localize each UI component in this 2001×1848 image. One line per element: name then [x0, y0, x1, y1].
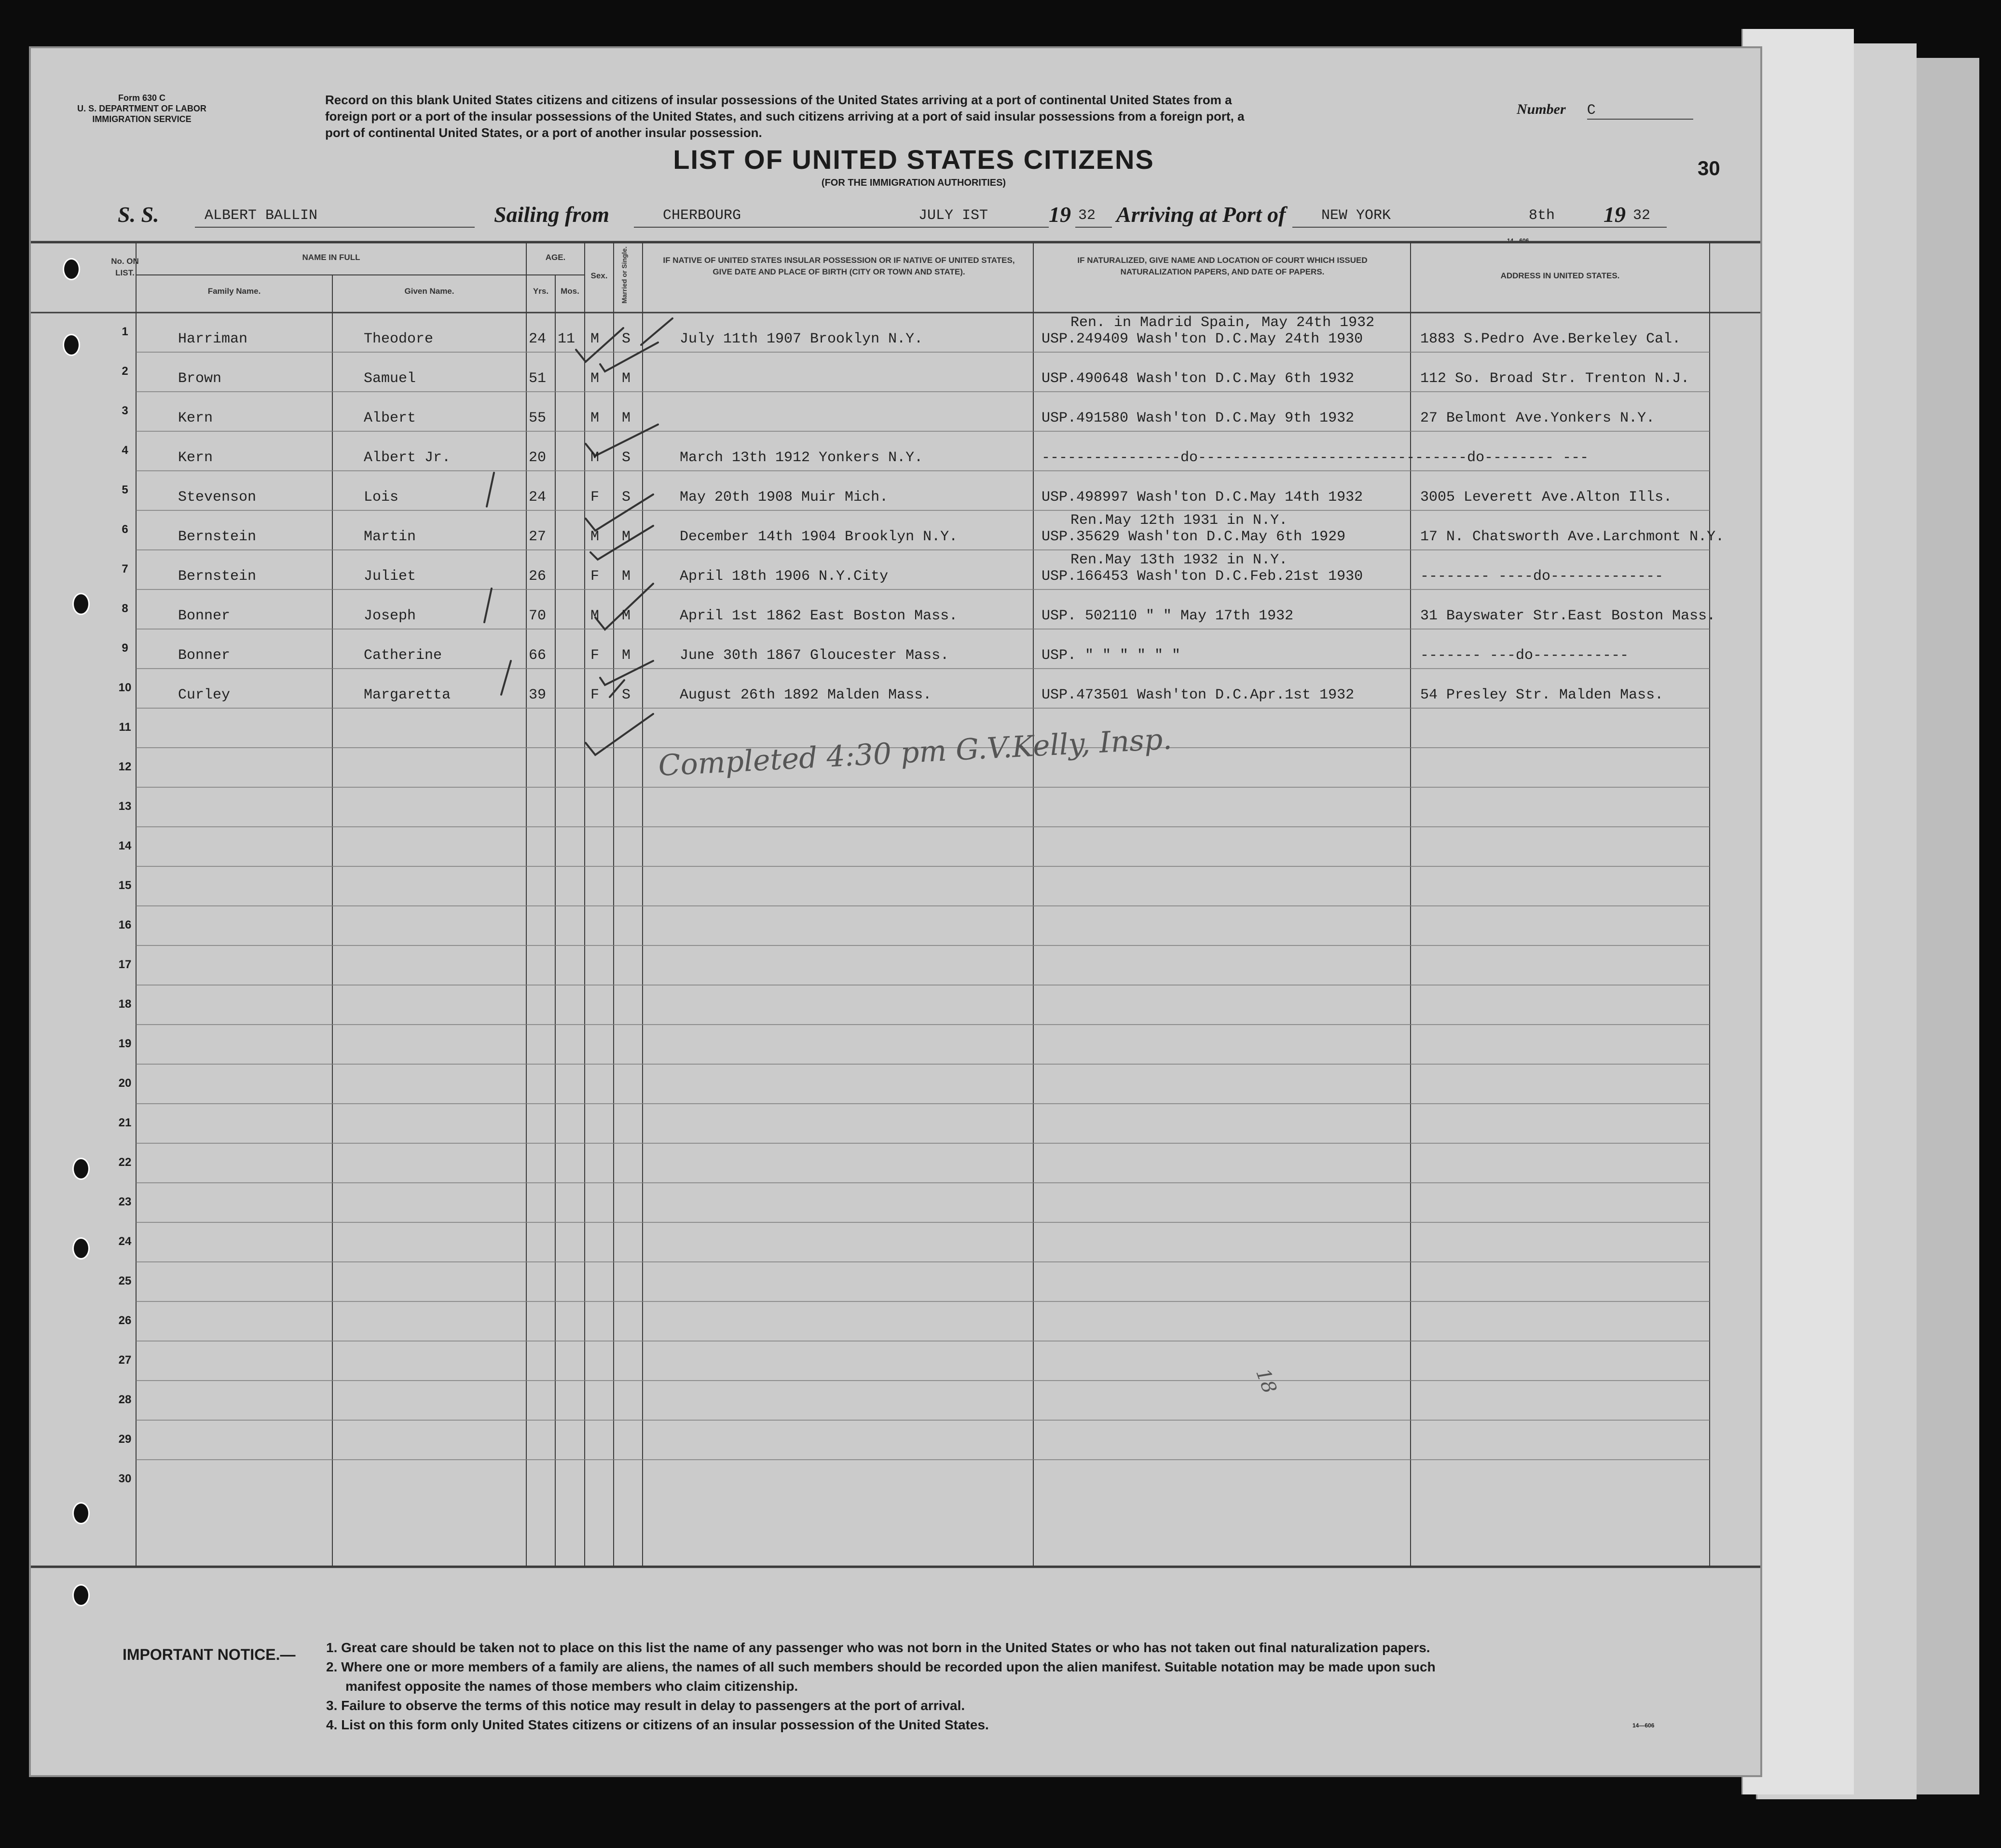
family-name-cell: Bonner: [178, 608, 231, 624]
notice-item-3: 3. Failure to observe the terms of this notice may result in delay to passengers at the port of arrival.: [326, 1698, 965, 1713]
sex-cell: M: [590, 608, 600, 624]
binding-hole: [72, 1502, 90, 1524]
tally-mark: [487, 473, 494, 506]
notice-item-1: 1. Great care should be taken not to place on this list the name of any passenger who was not born in the United States or who has not taken out final naturalization papers.: [326, 1640, 1430, 1655]
col-header-naturalized: IF NATURALIZED, GIVE NAME AND LOCATION OF COURT WHICH ISSUED NATURALIZATION PAPERS, AND DATE OF PAPERS.: [1077, 256, 1368, 276]
row-number: 4: [122, 444, 128, 457]
row-number: 19: [118, 1037, 132, 1050]
age-years-cell: 20: [529, 450, 547, 466]
row-number: 17: [118, 958, 132, 971]
given-name-cell: Theodore: [364, 331, 434, 347]
marital-status-cell: M: [622, 529, 631, 545]
row-number: 12: [118, 760, 132, 773]
row-rules: [136, 352, 1710, 1460]
age-years-cell: 24: [529, 489, 547, 506]
ship-name: ALBERT BALLIN: [195, 207, 475, 228]
row-number: 16: [118, 918, 132, 931]
naturalization-cell: USP. " " " " " ": [1042, 647, 1181, 664]
col-header-address: ADDRESS IN UNITED STATES.: [1500, 271, 1620, 280]
department-label: U. S. DEPARTMENT OF LABOR: [77, 104, 206, 113]
row-number: 8: [122, 602, 128, 615]
marital-status-cell: S: [622, 687, 631, 703]
given-name-cell: Lois: [364, 489, 399, 506]
row-number: 29: [118, 1433, 132, 1446]
row-number: 18: [118, 998, 132, 1011]
binding-hole: [63, 334, 80, 356]
sex-cell: M: [590, 450, 600, 466]
row-number: 14: [118, 839, 132, 852]
row-number: 20: [118, 1077, 132, 1090]
age-years-cell: 27: [529, 529, 547, 545]
age-years-cell: 66: [529, 647, 547, 664]
row-number: 11: [119, 721, 131, 734]
naturalization-cell: USP.249409 Wash'ton D.C.May 24th 1930: [1042, 331, 1363, 347]
form-number: Form 630 C: [118, 93, 166, 103]
marital-status-cell: M: [622, 410, 631, 426]
sex-cell: M: [590, 529, 600, 545]
family-name-cell: Kern: [178, 450, 213, 466]
naturalization-cell: USP.491580 Wash'ton D.C.May 9th 1932: [1042, 410, 1355, 426]
age-years-cell: 55: [529, 410, 547, 426]
check-mark: [600, 661, 653, 685]
instructions-line-1: Record on this blank United States citizens and citizens of insular possessions of the United States arriving at a port of continental United States from a: [325, 93, 1232, 107]
page-title: LIST OF UNITED STATES CITIZENS: [673, 144, 1154, 175]
arriving-label: Arriving at Port of: [1116, 202, 1286, 227]
age-years-cell: 70: [529, 608, 547, 624]
stamp-number: 18: [1251, 1366, 1281, 1396]
row-number: 5: [122, 483, 128, 496]
age-years-cell: 51: [529, 370, 547, 387]
col-header-mos: Mos.: [561, 287, 579, 296]
age-years-cell: 26: [529, 568, 547, 585]
date-to: 8th: [1500, 207, 1630, 228]
family-name-cell: Bonner: [178, 647, 231, 664]
row-number: 6: [122, 523, 128, 536]
address-cell: 27 Belmont Ave.Yonkers N.Y.: [1420, 410, 1655, 426]
manifest-sheet: [29, 46, 1762, 1777]
address-cell: ------- ---do-----------: [1420, 647, 1629, 664]
check-mark: [641, 318, 672, 345]
tally-mark: [501, 661, 511, 695]
naturalization-cell: USP.498997 Wash'ton D.C.May 14th 1932: [1042, 489, 1363, 506]
instructions-line-3: port of continental United States, or a port of another insular possession.: [325, 125, 762, 140]
print-code: 14—606: [1507, 237, 1529, 244]
marital-status-cell: M: [622, 647, 631, 664]
row-number: 9: [122, 642, 128, 655]
family-name-cell: Stevenson: [178, 489, 257, 506]
sex-cell: M: [590, 410, 600, 426]
address-cell: 112 So. Broad Str. Trenton N.J.: [1420, 370, 1690, 387]
birth-place-cell: July 11th 1907 Brooklyn N.Y.: [680, 331, 923, 347]
birth-place-cell: December 14th 1904 Brooklyn N.Y.: [680, 529, 958, 545]
marital-status-cell: S: [622, 450, 631, 466]
given-name-cell: Samuel: [364, 370, 416, 387]
row-number: 3: [122, 404, 128, 417]
sex-cell: M: [590, 370, 600, 387]
notice-item-4: 4. List on this form only United States citizens or citizens of an insular possession of the United States.: [326, 1717, 989, 1732]
service-label: IMMIGRATION SERVICE: [92, 114, 192, 124]
row-number: 10: [118, 681, 132, 694]
birth-place-cell: June 30th 1867 Gloucester Mass.: [680, 647, 949, 664]
birth-place-cell: April 18th 1906 N.Y.City: [680, 568, 889, 585]
birth-place-cell: April 1st 1862 East Boston Mass.: [680, 608, 958, 624]
sex-cell: F: [590, 647, 600, 664]
year-prefix-2: 19: [1604, 202, 1626, 227]
row-number: 30: [118, 1472, 132, 1485]
naturalization-cell: USP.35629 Wash'ton D.C.May 6th 1929: [1042, 529, 1346, 545]
sailing-from-label: Sailing from: [494, 202, 610, 227]
binding-hole: [72, 1237, 90, 1259]
instructions-line-2: foreign port or a port of the insular possessions of the United States, and such citizens arriving at a port of said insular possessions from a foreign port, a: [325, 109, 1245, 123]
marital-status-cell: M: [622, 370, 631, 387]
date-from: JULY IST: [904, 207, 1049, 228]
row-number: 13: [118, 800, 132, 813]
marital-status-cell: M: [622, 568, 631, 585]
marital-status-cell: S: [622, 331, 631, 347]
given-name-cell: Margaretta: [364, 687, 451, 703]
notice-item-2: 2. Where one or more members of a family are aliens, the names of all such members should be recorded upon the alien manifest. Suitable notation may be made upon such: [326, 1659, 1436, 1674]
given-name-cell: Martin: [364, 529, 416, 545]
binding-hole: [72, 1158, 90, 1180]
year-1: 32: [1075, 207, 1112, 228]
naturalization-cell: USP. 502110 " " May 17th 1932: [1042, 608, 1294, 624]
col-header-yrs: Yrs.: [533, 287, 549, 296]
age-months-cell: 11: [558, 331, 576, 347]
table-grid: [31, 48, 1760, 1775]
col-header-married-single: Married or Single.: [620, 246, 628, 304]
given-name-cell: Catherine: [364, 647, 442, 664]
row-number: 2: [122, 365, 128, 378]
naturalization-cell: ----------------do-------------------------------do-------- ---: [1042, 450, 1589, 466]
address-cell: 54 Presley Str. Malden Mass.: [1420, 687, 1664, 703]
col-header-family-name: Family Name.: [207, 287, 261, 296]
row-number: 26: [118, 1314, 132, 1327]
address-cell: 31 Bayswater Str.East Boston Mass.: [1420, 608, 1716, 624]
family-name-cell: Kern: [178, 410, 213, 426]
family-name-cell: Bernstein: [178, 568, 257, 585]
page-subtitle: (FOR THE IMMIGRATION AUTHORITIES): [821, 178, 1006, 188]
given-name-cell: Joseph: [364, 608, 416, 624]
family-name-cell: Brown: [178, 370, 222, 387]
row-number: 25: [118, 1274, 132, 1287]
family-name-cell: Harriman: [178, 331, 248, 347]
year-prefix-1: 19: [1049, 202, 1071, 227]
col-header-native: IF NATIVE OF UNITED STATES INSULAR POSSESSION OR IF NATIVE OF UNITED STATES, GIVE DATE AND PLACE OF BIRTH (CITY OR TOWN AND STATE).: [663, 256, 1015, 276]
number-value: C: [1587, 102, 1693, 120]
completed-annotation: Completed 4:30 pm G.V.Kelly, Insp.: [657, 722, 1173, 783]
binding-hole: [72, 593, 90, 615]
tally-mark: [484, 589, 492, 622]
family-name-cell: Curley: [178, 687, 231, 703]
year-2: 32: [1630, 207, 1667, 228]
marital-status-cell: M: [622, 608, 631, 624]
sex-cell: F: [590, 568, 600, 585]
sex-cell: F: [590, 489, 600, 506]
marital-status-cell: S: [622, 489, 631, 506]
given-name-cell: Albert Jr.: [364, 450, 451, 466]
naturalization-cell: USP.490648 Wash'ton D.C.May 6th 1932: [1042, 370, 1355, 387]
family-name-cell: Bernstein: [178, 529, 257, 545]
naturalization-cell: USP.473501 Wash'ton D.C.Apr.1st 1932: [1042, 687, 1355, 703]
row-number: 23: [118, 1195, 132, 1208]
sex-cell: F: [590, 687, 600, 703]
row-number: 7: [122, 562, 128, 575]
sex-cell: M: [590, 331, 600, 347]
col-header-sex: Sex.: [590, 271, 608, 280]
age-years-cell: 24: [529, 331, 547, 347]
row-number: 15: [118, 879, 132, 892]
given-name-cell: Juliet: [364, 568, 416, 585]
naturalization-note-cell: Ren.May 12th 1931 in N.Y.: [1070, 512, 1288, 529]
col-header-name-in-full: NAME IN FULL: [302, 253, 360, 262]
naturalization-note-cell: Ren.May 13th 1932 in N.Y.: [1070, 552, 1288, 568]
port-from: CHERBOURG: [634, 207, 914, 228]
row-number: 1: [122, 325, 128, 338]
address-cell: -------- ----do-------------: [1420, 568, 1664, 585]
naturalization-note-cell: Ren. in Madrid Spain, May 24th 1932: [1070, 315, 1375, 331]
binding-hole: [63, 258, 80, 280]
row-number: 28: [118, 1393, 132, 1406]
row-number: 24: [118, 1235, 132, 1248]
sheet-page-number: 30: [1698, 157, 1720, 179]
age-years-cell: 39: [529, 687, 547, 703]
col-header-no: No. ON LIST.: [111, 257, 139, 277]
birth-place-cell: May 20th 1908 Muir Mich.: [680, 489, 889, 506]
binding-hole: [72, 1584, 90, 1606]
col-header-given-name: Given Name.: [404, 287, 454, 296]
address-cell: 17 N. Chatsworth Ave.Larchmont N.Y.: [1420, 529, 1725, 545]
ss-label: S. S.: [118, 202, 159, 227]
birth-place-cell: March 13th 1912 Yonkers N.Y.: [680, 450, 923, 466]
check-marks: [484, 318, 672, 755]
row-number: 27: [118, 1354, 132, 1367]
given-name-cell: Albert: [364, 410, 416, 426]
notice-heading: IMPORTANT NOTICE.—: [123, 1646, 296, 1663]
birth-place-cell: August 26th 1892 Malden Mass.: [680, 687, 932, 703]
row-number: 21: [118, 1116, 132, 1129]
address-cell: 3005 Leverett Ave.Alton Ills.: [1420, 489, 1672, 506]
port-to: NEW YORK: [1292, 207, 1529, 228]
notice-item-2-cont: manifest opposite the names of those members who claim citizenship.: [345, 1679, 798, 1694]
number-label: Number: [1517, 101, 1566, 117]
address-cell: 1883 S.Pedro Ave.Berkeley Cal.: [1420, 331, 1681, 347]
naturalization-cell: USP.166453 Wash'ton D.C.Feb.21st 1930: [1042, 568, 1363, 585]
footer-code: 14—606: [1632, 1722, 1655, 1729]
check-mark: [576, 328, 623, 362]
col-header-age: AGE.: [545, 253, 566, 262]
row-number: 22: [118, 1156, 132, 1169]
